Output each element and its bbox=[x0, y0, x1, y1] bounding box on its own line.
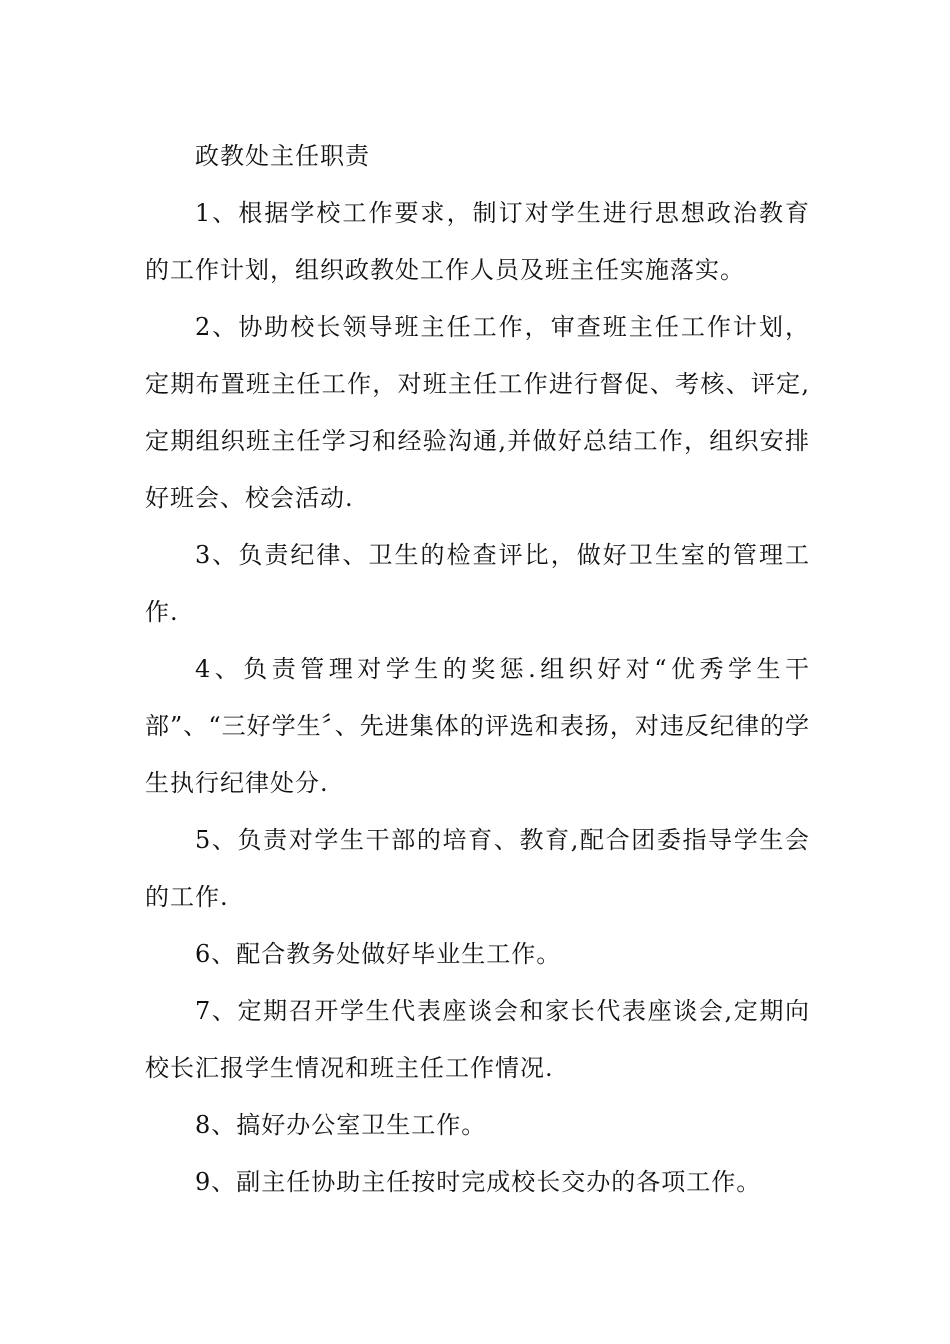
duty-item-4: 4、负责管理对学生的奖惩.组织好对“优秀学生干部”、“三好学生〞、先进集体的评选和表扬，对违反纪律的学生执行纪律处分. bbox=[145, 655, 810, 797]
duty-item-8: 8、搞好办公室卫生工作。 bbox=[195, 1111, 487, 1139]
document-body bbox=[145, 128, 810, 1211]
document-title: 政教处主任职责 bbox=[195, 142, 370, 170]
duty-item-9: 9、副主任协助主任按时完成校长交办的各项工作。 bbox=[195, 1168, 762, 1196]
duty-item-1: 1、根据学校工作要求，制订对学生进行思想政治教育的工作计划，组织政教处工作人员及班主任实施落实。 bbox=[145, 199, 810, 284]
duty-item-3: 3、负责纪律、卫生的检查评比，做好卫生室的管理工作. bbox=[145, 541, 810, 626]
duty-item-5: 5、负责对学生干部的培育、教育,配合团委指导学生会的工作. bbox=[145, 826, 810, 911]
duty-item-6: 6、配合教务处做好毕业生工作。 bbox=[195, 940, 562, 968]
duty-item-2: 2、协助校长领导班主任工作，审查班主任工作计划，定期布置班主任工作，对班主任工作进行督促、考核、评定,定期组织班主任学习和经验沟通,并做好总结工作，组织安排好班会、校会活动. bbox=[145, 313, 810, 512]
duty-item-7: 7、定期召开学生代表座谈会和家长代表座谈会,定期向校长汇报学生情况和班主任工作情况. bbox=[145, 997, 810, 1082]
